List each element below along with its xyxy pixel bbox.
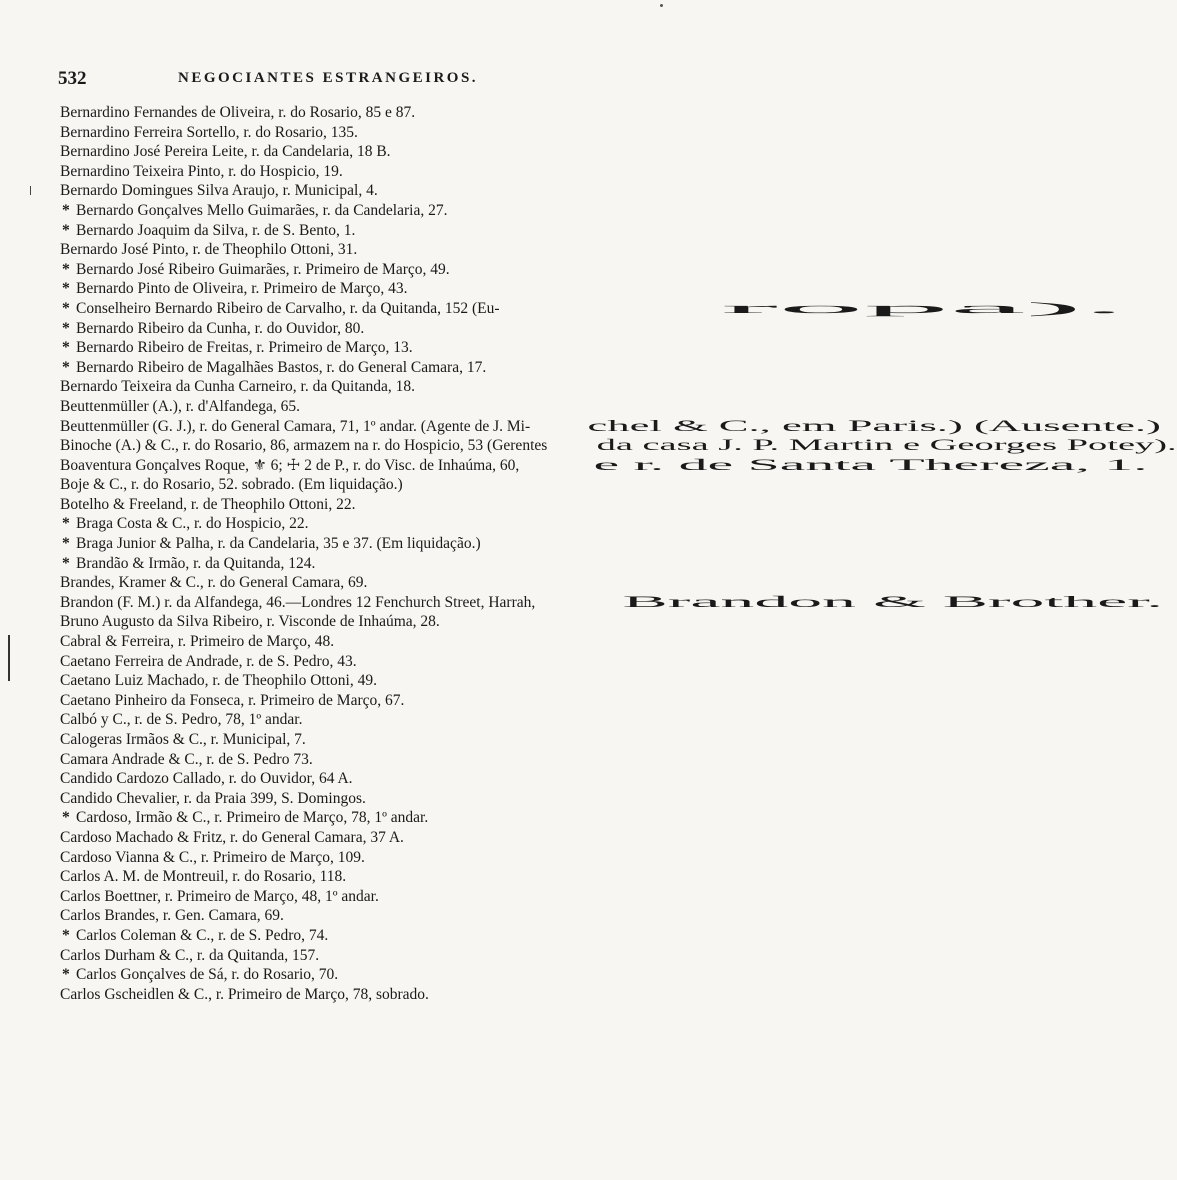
asterisk-marker: * [62, 358, 70, 376]
entry-text: Bernardino Fernandes de Oliveira, r. do Rosario, 85 e 87. [60, 104, 416, 121]
directory-entry [60, 436, 1177, 456]
directory-entry [60, 299, 1125, 319]
directory-entry [60, 240, 710, 260]
directory-entry [60, 162, 710, 182]
entry-text: Bernardino Teixeira Pinto, r. do Hospicio, 19. [60, 162, 343, 180]
directory-entry [60, 769, 710, 789]
entry-continuation: e r. de Santa Thereza, 1. [593, 456, 1148, 474]
asterisk-marker: * [62, 280, 70, 298]
entry-text: Carlos Durham & C., r. da Quitanda, 157. [60, 946, 320, 964]
page-header [58, 68, 708, 92]
entry-text: Candido Cardozo Callado, r. do Ouvidor, 64 A. [60, 770, 353, 788]
entry-text: Brandes, Kramer & C., r. do General Camara, 69. [60, 574, 368, 592]
directory-entry [60, 495, 710, 515]
entry-text: Cardoso Vianna & C., r. Primeiro de Março, 109. [60, 848, 365, 866]
gutter-mark [8, 635, 10, 681]
asterisk-marker: * [62, 554, 70, 572]
entry-text: Braga Costa & C., r. do Hospicio, 22. [76, 515, 309, 533]
directory-entry [60, 612, 710, 632]
entry-text: Carlos A. M. de Montreuil, r. do Rosario, 118. [60, 868, 347, 886]
entry-text: Bernardo Ribeiro da Cunha, r. do Ouvidor, 80. [76, 319, 365, 337]
entry-text: Calogeras Irmãos & C., r. Municipal, 7. [60, 731, 306, 748]
entry-text: Bernardo Teixeira da Cunha Carneiro, r. da Quitanda, 18. [60, 378, 416, 396]
entry-text: Carlos Gonçalves de Sá, r. do Rosario, 70. [76, 966, 339, 984]
directory-entry [60, 828, 710, 848]
directory-entry [60, 221, 710, 241]
entry-continuation: da casa J. P. Martin e Georges Potey). [596, 437, 1177, 455]
directory-entry [60, 475, 710, 495]
entry-text: Bernardo Domingues Silva Araujo, r. Municipal, 4. [60, 182, 378, 200]
entry-text: Bernardo Joaquim da Silva, r. de S. Bento, 1. [76, 221, 356, 239]
entry-text: Cabral & Ferreira, r. Primeiro de Março, 48. [60, 633, 335, 651]
entry-text: Bernardo Ribeiro de Magalhães Bastos, r. do General Camara, 17. [76, 358, 487, 376]
directory-entry [60, 377, 710, 397]
entry-text: Brandão & Irmão, r. da Quitanda, 124. [76, 554, 316, 572]
directory-entry [60, 730, 710, 750]
entry-continuation: Brandon & Brother. [622, 593, 1164, 611]
entry-text: Caetano Luiz Machado, r. de Theophilo Ottoni, 49. [60, 672, 377, 690]
directory-entry [60, 750, 710, 770]
directory-entries [60, 103, 1177, 1004]
directory-entry [60, 573, 710, 593]
directory-entry [60, 279, 710, 299]
directory-entry [60, 632, 710, 652]
asterisk-marker: * [62, 926, 70, 944]
entry-text: Bernardo Pinto de Oliveira, r. Primeiro de Março, 43. [76, 280, 408, 298]
entry-text: Botelho & Freeland, r. de Theophilo Ottoni, 22. [60, 495, 356, 513]
entry-text: Caetano Ferreira de Andrade, r. de S. Pedro, 43. [60, 652, 357, 670]
entry-text: Cardoso, Irmão & C., r. Primeiro de Março, 78, 1º andar. [76, 809, 429, 827]
entry-text: Calbó y C., r. de S. Pedro, 78, 1º andar. [60, 711, 303, 729]
directory-entry [60, 671, 710, 691]
entry-text: Bernardino José Pereira Leite, r. da Candelaria, 18 B. [60, 143, 391, 161]
directory-entry [60, 887, 710, 907]
asterisk-marker: * [62, 535, 70, 553]
entry-text: Bernardo Ribeiro de Freitas, r. Primeiro de Março, 13. [76, 339, 413, 357]
entry-text: Bernardo José Ribeiro Guimarães, r. Primeiro de Março, 49. [76, 260, 450, 278]
directory-entry [60, 319, 710, 339]
directory-entry [60, 554, 710, 574]
asterisk-marker: * [62, 339, 70, 357]
entry-text: Caetano Pinheiro da Fonseca, r. Primeiro de Março, 67. [60, 691, 405, 709]
entry-text: Camara Andrade & C., r. de S. Pedro 73. [60, 750, 313, 768]
directory-entry [60, 710, 710, 730]
directory-entry [60, 417, 1162, 437]
running-title: NEGOCIANTES ESTRANGEIROS. [178, 70, 479, 86]
margin-tick-mark [30, 186, 31, 195]
directory-entry [60, 848, 710, 868]
entry-text: Beuttenmüller (G. J.), r. do General Camara, 71, 1º andar. (Agente de J. Mi- [60, 417, 531, 435]
directory-entry [60, 808, 710, 828]
entry-text: Candido Chevalier, r. da Praia 399, S. Domingos. [60, 789, 366, 807]
entry-text: Carlos Brandes, r. Gen. Camara, 69. [60, 907, 284, 925]
asterisk-marker: * [62, 260, 70, 278]
asterisk-marker: * [62, 809, 70, 827]
directory-entry [60, 985, 710, 1005]
entry-continuation: ropa). [720, 299, 1125, 317]
directory-entry [60, 926, 710, 946]
entry-text: Carlos Boettner, r. Primeiro de Março, 48, 1º andar. [60, 887, 379, 905]
asterisk-marker: * [62, 515, 70, 533]
entry-text: Bruno Augusto da Silva Ribeiro, r. Visconde de Inhaúma, 28. [60, 613, 440, 631]
entry-text: Bernardo José Pinto, r. de Theophilo Ottoni, 31. [60, 241, 358, 259]
asterisk-marker: * [62, 221, 70, 239]
entry-text: Cardoso Machado & Fritz, r. do General Camara, 37 A. [60, 828, 404, 846]
entry-text: Boaventura Gonçalves Roque, ⚜ 6; ☩ 2 de P., r. do Visc. de Inhaúma, 60, [60, 456, 520, 474]
directory-entry [60, 946, 710, 966]
directory-entry [60, 867, 710, 887]
directory-entry [60, 789, 710, 809]
directory-entry [60, 965, 710, 985]
page-number: 532 [58, 68, 87, 89]
directory-entry [60, 142, 710, 162]
entry-text: Bernardo Gonçalves Mello Guimarães, r. da Candelaria, 27. [76, 201, 448, 219]
directory-entry [60, 514, 710, 534]
entry-text: Boje & C., r. do Rosario, 52. sobrado. (Em liquidação.) [60, 476, 403, 494]
asterisk-marker: * [62, 319, 70, 337]
directory-entry [60, 456, 1148, 476]
directory-entry [60, 691, 710, 711]
directory-entry [60, 652, 710, 672]
directory-entry [60, 181, 710, 201]
asterisk-marker: * [62, 201, 70, 219]
entry-text: Bernardino Ferreira Sortello, r. do Rosario, 135. [60, 123, 358, 141]
entry-text: Braga Junior & Palha, r. da Candelaria, 35 e 37. (Em liquidação.) [76, 535, 481, 553]
directory-entry [60, 123, 710, 143]
directory-entry [60, 201, 710, 221]
directory-entry [60, 103, 710, 123]
directory-entry [60, 397, 710, 417]
directory-entry [60, 593, 1164, 613]
entry-continuation: chel & C., em Paris.) (Ausente.) [587, 417, 1162, 435]
entry-text: Carlos Gscheidlen & C., r. Primeiro de Março, 78, sobrado. [60, 985, 429, 1003]
directory-entry [60, 338, 710, 358]
directory-entry [60, 906, 710, 926]
asterisk-marker: * [62, 966, 70, 984]
directory-entry [60, 358, 710, 378]
directory-entry [60, 260, 710, 280]
entry-text: Conselheiro Bernardo Ribeiro de Carvalho, r. da Quitanda, 152 (Eu- [76, 299, 500, 317]
ink-speck [660, 4, 663, 7]
directory-entry [60, 534, 710, 554]
entry-text: Binoche (A.) & C., r. do Rosario, 86, armazem na r. do Hospicio, 53 (Gerentes [60, 437, 548, 455]
entry-text: Brandon (F. M.) r. da Alfandega, 46.—Londres 12 Fenchurch Street, Harrah, [60, 593, 536, 611]
asterisk-marker: * [62, 299, 70, 317]
entry-text: Beuttenmüller (A.), r. d'Alfandega, 65. [60, 397, 300, 415]
entry-text: Carlos Coleman & C., r. de S. Pedro, 74. [76, 926, 329, 944]
